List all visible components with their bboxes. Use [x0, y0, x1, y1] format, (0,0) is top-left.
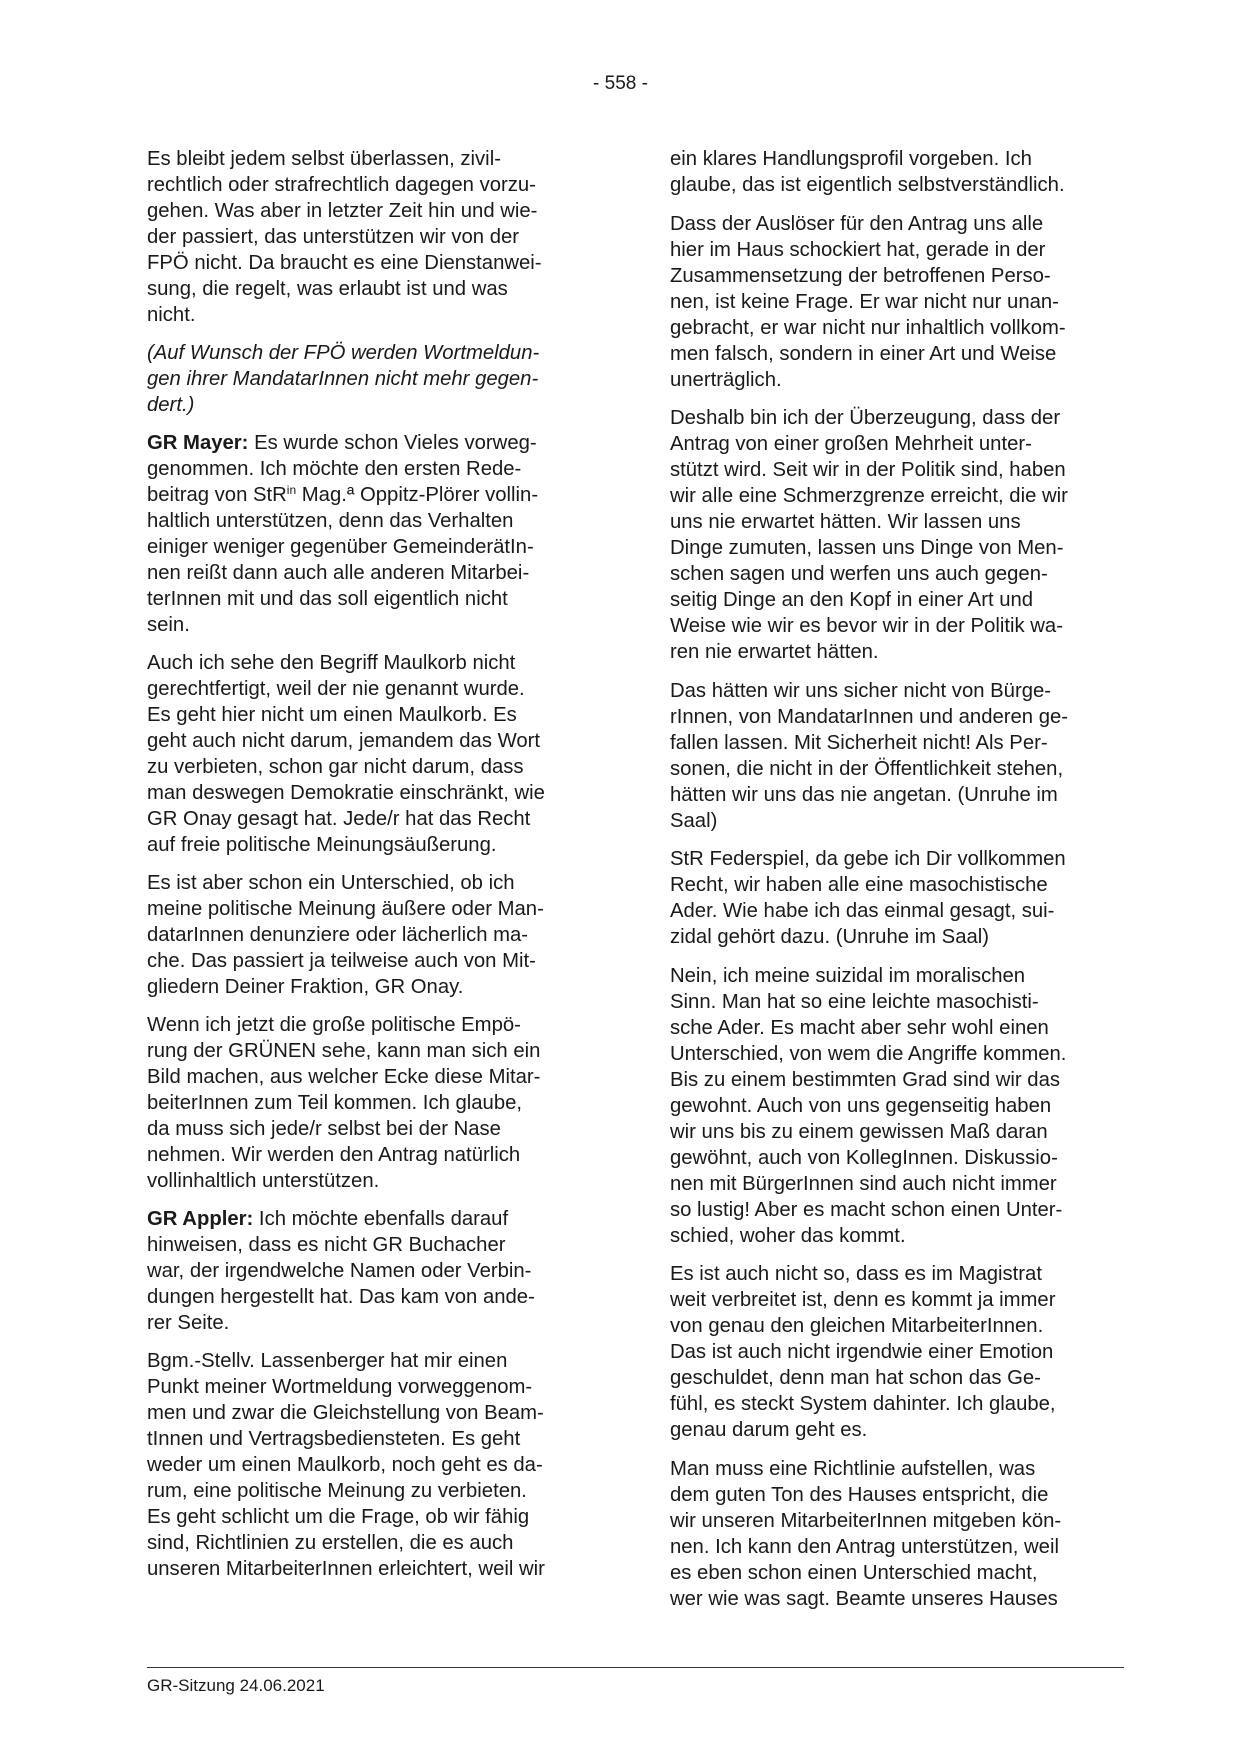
text-line: gewohnt. Auch von uns gegenseitig haben: [670, 1094, 1052, 1117]
text-line: Es bleibt jedem selbst überlassen, zivil-: [147, 148, 501, 170]
text-line: man deswegen Demokratie einschränkt, wie: [147, 782, 545, 804]
text-line: ein klares Handlungsprofil vorgeben. Ich: [670, 148, 1032, 170]
text-line: Zusammensetzung der betroffenen Perso-: [670, 264, 1051, 287]
text-line: terInnen mit und das soll eigentlich nicht: [147, 588, 508, 610]
text-line: [147, 1206, 599, 1232]
text-line: rInnen, von MandatarInnen und anderen ge-: [670, 705, 1069, 728]
paragraph: [670, 146, 1122, 198]
text-line: stützt wird. Seit wir in der Politik sind, haben: [670, 459, 1066, 481]
text-line: Dinge zumuten, lassen uns Dinge von Men-: [670, 537, 1064, 559]
text-line: gerechtfertigt, weil der nie genannt wurde.: [147, 678, 525, 700]
text-line: sind, Richtlinien zu erstellen, die es auch: [147, 1532, 514, 1554]
text-line: Bis zu einem bestimmten Grad sind wir das: [670, 1068, 1060, 1091]
paragraph: [670, 211, 1122, 393]
text-line: hier im Haus schockiert hat, gerade in der: [670, 238, 1046, 261]
text-line: schen sagen und werfen uns auch gegen-: [670, 563, 1048, 585]
superscript: in: [286, 483, 297, 497]
text-line: Bgm.-Stellv. Lassenberger hat mir einen: [147, 1350, 508, 1372]
text-line: genau darum geht es.: [670, 1419, 868, 1441]
text-line: nen, ist keine Frage. Er war nicht nur unan-: [670, 290, 1059, 313]
paragraph: [147, 650, 599, 858]
text-line: gliedern Deiner Fraktion, GR Onay.: [147, 976, 464, 998]
text-line: Deshalb bin ich der Überzeugung, dass der: [670, 407, 1061, 429]
text-line: uns nie erwartet hätten. Wir lassen uns: [670, 511, 1021, 533]
text-line: Es geht schlicht um die Frage, ob wir fähig: [147, 1506, 530, 1528]
text-line: gewöhnt, auch von KollegInnen. Diskussio-: [670, 1146, 1058, 1169]
text-line: meine politische Meinung äußere oder Man-: [147, 898, 544, 920]
text-segment: Mag.ª Oppitz-Plörer vollin-: [296, 484, 539, 506]
text-line: hätten wir uns das nie angetan. (Unruhe im: [670, 783, 1058, 806]
text-line: Wenn ich jetzt die große politische Empö-: [147, 1014, 521, 1036]
text-segment: Es wurde schon Vieles vorweg-: [248, 432, 537, 454]
text-segment: Ich möchte ebenfalls darauf: [253, 1208, 509, 1230]
text-line: Punkt meiner Wortmeldung vorweggenom-: [147, 1376, 533, 1398]
text-line: dungen hergestellt hat. Das kam von ande-: [147, 1286, 535, 1308]
text-line: da muss sich jede/r selbst bei der Nase: [147, 1118, 501, 1140]
text-line: Weise wie wir es bevor wir in der Politik wa-: [670, 615, 1063, 637]
text-line: schied, woher das kommt.: [670, 1224, 906, 1247]
text-line: zidal gehört dazu. (Unruhe im Saal): [670, 926, 990, 948]
text-line: weder um einen Maulkorb, noch geht es da-: [147, 1454, 543, 1476]
text-line: so lustig! Aber es macht schon einen Unter-: [670, 1198, 1063, 1221]
text-line: einiger weniger gegenüber GemeinderätIn-: [147, 536, 534, 558]
paragraph: [670, 678, 1122, 834]
paragraph: [147, 870, 599, 1000]
right-column: [670, 146, 1122, 1624]
text-line: gebracht, er war nicht nur inhaltlich vollkom-: [670, 316, 1066, 339]
text-line: auf freie politische Meinungsäußerung.: [147, 834, 497, 856]
text-line: wir uns bis zu einem gewissen Maß daran: [670, 1120, 1048, 1143]
text-line: fallen lassen. Mit Sicherheit nicht! Als Per-: [670, 731, 1048, 754]
paragraph: [670, 405, 1122, 665]
text-line: nen mit BürgerInnen sind auch nicht immer: [670, 1172, 1057, 1195]
text-line: Saal): [670, 809, 718, 832]
text-line: men falsch, sondern in einer Art und Weise: [670, 342, 1057, 365]
text-line: rung der GRÜNEN sehe, kann man sich ein: [147, 1040, 541, 1062]
text-line: Es ist auch nicht so, dass es im Magistrat: [670, 1263, 1042, 1285]
text-line: geht auch nicht darum, jemandem das Wort: [147, 730, 541, 752]
text-line: wer wie was sagt. Beamte unseres Hauses: [670, 1587, 1058, 1610]
text-line: geschuldet, denn man hat schon das Ge-: [670, 1367, 1041, 1389]
speech-gr-mayer: [147, 430, 599, 638]
speech-gr-appler: [147, 1206, 599, 1336]
text-line: der passiert, das unterstützen wir von der: [147, 226, 520, 248]
text-line: wir unseren MitarbeiterInnen mitgeben kön-: [670, 1509, 1062, 1532]
text-line: Das hätten wir uns sicher nicht von Bürge-: [670, 679, 1052, 702]
text-line: war, der irgendwelche Namen oder Verbin-: [147, 1260, 532, 1282]
text-line: Dass der Auslöser für den Antrag uns alle: [670, 212, 1044, 235]
paragraph: [670, 963, 1122, 1249]
text-line: sein.: [147, 614, 190, 636]
text-line: Auch ich sehe den Begriff Maulkorb nicht: [147, 652, 516, 674]
paragraph: [147, 1012, 599, 1194]
text-line: nehmen. Wir werden den Antrag natürlich: [147, 1144, 521, 1166]
text-line: StR Federspiel, da gebe ich Dir vollkommen: [670, 848, 1066, 870]
footer-session-date: GR-Sitzung 24.06.2021: [147, 1676, 325, 1695]
text-line: Recht, wir haben alle eine masochistische: [670, 874, 1048, 896]
footer-divider: [147, 1667, 1124, 1668]
text-line: es eben schon einen Unterschied macht,: [670, 1561, 1038, 1584]
paragraph: [670, 1261, 1122, 1443]
text-line: beiterInnen zum Teil kommen. Ich glaube,: [147, 1092, 523, 1114]
editorial-note: [147, 340, 599, 418]
text-line: [147, 430, 599, 456]
text-line: hinweisen, dass es nicht GR Buchacher: [147, 1234, 506, 1256]
text-line: sonen, die nicht in der Öffentlichkeit stehen,: [670, 757, 1064, 780]
text-line: unerträglich.: [670, 368, 782, 391]
text-line: sung, die regelt, was erlaubt ist und was: [147, 278, 508, 300]
text-line: tInnen und Vertragsbediensteten. Es geht: [147, 1428, 521, 1450]
paragraph: [670, 1456, 1122, 1612]
text-line: ren nie erwartet hätten.: [670, 641, 879, 663]
text-line: genommen. Ich möchte den ersten Rede-: [147, 458, 522, 480]
left-column: [147, 146, 599, 1594]
text-line: FPÖ nicht. Da braucht es eine Dienstanwei-: [147, 252, 542, 274]
text-line: Sinn. Man hat so eine leichte masochisti-: [670, 990, 1039, 1013]
text-segment: beitrag von StR: [147, 484, 287, 506]
text-line: von genau den gleichen MitarbeiterInnen.: [670, 1315, 1044, 1337]
text-line: dert.): [147, 394, 195, 416]
text-line: (Auf Wunsch der FPÖ werden Wortmeldun-: [147, 342, 540, 364]
text-line: sche Ader. Es macht aber sehr wohl einen: [670, 1016, 1049, 1039]
speaker-name: GR Mayer:: [147, 432, 249, 454]
text-line: unseren MitarbeiterInnen erleichtert, weil wir: [147, 1558, 545, 1580]
text-line: rer Seite.: [147, 1312, 230, 1334]
text-line: Ader. Wie habe ich das einmal gesagt, sui-: [670, 900, 1055, 922]
text-line: datarInnen denunziere oder lächerlich ma-: [147, 924, 529, 946]
text-block: [147, 508, 599, 638]
text-line: dem guten Ton des Hauses entspricht, die: [670, 1483, 1049, 1506]
text-line: Es ist aber schon ein Unterschied, ob ich: [147, 872, 515, 894]
text-line: nen. Ich kann den Antrag unterstützen, weil: [670, 1535, 1059, 1558]
text-line: zu verbieten, schon gar nicht darum, dass: [147, 756, 524, 778]
text-line: Antrag von einer großen Mehrheit unter-: [670, 433, 1032, 455]
text-line: Bild machen, aus welcher Ecke diese Mitar-: [147, 1066, 541, 1088]
text-line: gen ihrer MandatarInnen nicht mehr gegen-: [147, 368, 539, 390]
text-line: Es geht hier nicht um einen Maulkorb. Es: [147, 704, 517, 726]
text-block: [147, 1232, 599, 1336]
text-line: gehen. Was aber in letzter Zeit hin und wie-: [147, 200, 538, 222]
text-line: nicht.: [147, 304, 196, 326]
text-line: nen reißt dann auch alle anderen Mitarbei-: [147, 562, 530, 584]
text-line: fühl, es steckt System dahinter. Ich glaube,: [670, 1393, 1056, 1415]
paragraph: [147, 146, 599, 328]
text-line: Unterschied, von wem die Angriffe kommen.: [670, 1042, 1067, 1065]
text-line: [147, 482, 599, 508]
text-line: weit verbreitet ist, denn es kommt ja immer: [670, 1289, 1056, 1311]
speaker-name: GR Appler:: [147, 1208, 254, 1230]
text-line: wir alle eine Schmerzgrenze erreicht, die wir: [670, 485, 1068, 507]
text-line: che. Das passiert ja teilweise auch von Mit-: [147, 950, 536, 972]
text-line: Nein, ich meine suizidal im moralischen: [670, 964, 1026, 987]
text-line: vollinhaltlich unterstützen.: [147, 1170, 380, 1192]
paragraph: [147, 1348, 599, 1582]
text-line: men und zwar die Gleichstellung von Beam-: [147, 1402, 544, 1424]
text-line: rechtlich oder strafrechtlich dagegen vorzu-: [147, 174, 536, 196]
text-line: haltlich unterstützen, denn das Verhalten: [147, 510, 514, 532]
text-line: seitig Dinge an den Kopf in einer Art und: [670, 589, 1034, 611]
paragraph: [670, 846, 1122, 950]
text-line: Man muss eine Richtlinie aufstellen, was: [670, 1457, 1036, 1480]
text-line: glaube, das ist eigentlich selbstverständlich.: [670, 174, 1065, 196]
page-number: - 558 -: [593, 73, 648, 94]
text-line: GR Onay gesagt hat. Jede/r hat das Recht: [147, 808, 531, 830]
text-line: Das ist auch nicht irgendwie einer Emotion: [670, 1341, 1054, 1363]
text-line: rum, eine politische Meinung zu verbieten.: [147, 1480, 527, 1502]
